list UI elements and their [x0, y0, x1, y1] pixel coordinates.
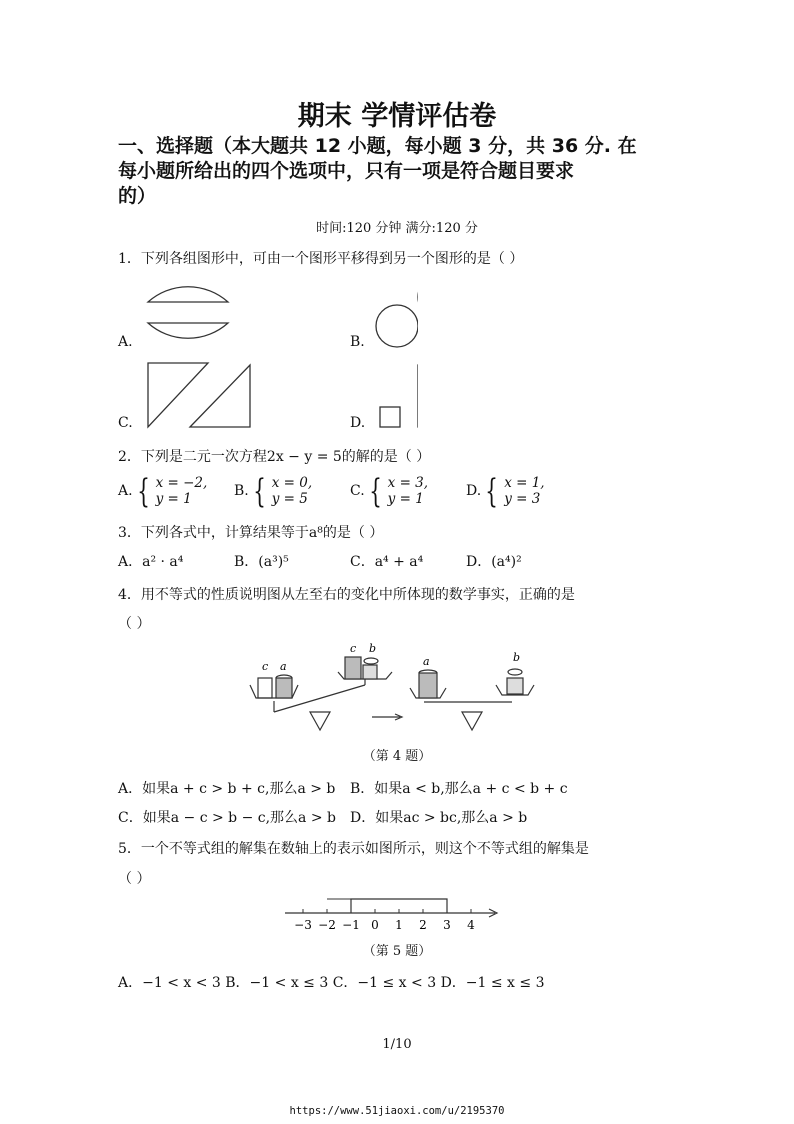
- q4-option-a: A．如果a + c > b + c,那么a > b: [118, 781, 336, 797]
- q1-b-circle-1: [376, 305, 418, 347]
- q1-option-d: D.: [350, 415, 366, 431]
- q2-option-b: [234, 471, 313, 510]
- time-info: 时间:120 分钟 满分:120 分: [316, 221, 478, 236]
- tick-label: 1: [395, 918, 403, 932]
- q5-options: A．−1 < x < 3 B．−1 < x ≤ 3 C．−1 ≤ x < 3 D．−1 ≤ x ≤ 3: [118, 975, 545, 991]
- q2-b-label: B.: [234, 483, 249, 499]
- box-c-left: [258, 678, 272, 698]
- q2-c-eq2: y = 1: [387, 491, 424, 507]
- q1-figures: [118, 270, 418, 440]
- brace-glyph: {: [368, 471, 382, 510]
- tick-label: 3: [443, 918, 451, 932]
- tick-label: −1: [342, 918, 360, 932]
- section-line-3: 的）: [118, 185, 157, 207]
- cylinder-b-top: [364, 658, 378, 664]
- page-title: 期末 学情评估卷: [297, 101, 497, 132]
- section-line-2: 每小题所给出的四个选项中，只有一项是符合题目要求: [118, 160, 575, 182]
- section-line-1: 一、选择题（本大题共 12 小题，每小题 3 分，共 36 分. 在: [118, 135, 637, 157]
- q5-caption: （第 5 题）: [362, 944, 432, 959]
- q4-option-d: D．如果ac > bc,那么a > b: [350, 810, 528, 826]
- cylinder-a-right: [419, 673, 437, 698]
- footer-url[interactable]: https://www.51jiaoxi.com/u/2195370: [289, 1105, 505, 1117]
- solution-bracket-lower: [324, 902, 470, 913]
- tick-label: 2: [419, 918, 427, 932]
- tick-label: −2: [318, 918, 336, 932]
- q2-option-c: [350, 471, 429, 510]
- q1-a-segment-bottom: [148, 323, 228, 338]
- page-number: 1/10: [382, 1037, 412, 1052]
- section-heading: [118, 134, 678, 209]
- cylinder-a-left: [276, 678, 292, 698]
- q1-option-b: B.: [350, 334, 365, 350]
- brace-glyph: {: [136, 471, 150, 510]
- q2-stem: 2．下列是二元一次方程2x − y = 5的解的是（ ）: [118, 449, 431, 465]
- q2-b-eq2: y = 5: [271, 491, 308, 507]
- tick-label: 0: [371, 918, 379, 932]
- box-c-right: [345, 657, 361, 679]
- q2-b-eq1: x = 0,: [271, 475, 313, 491]
- q1-d-square-small: [380, 407, 400, 427]
- q2-c-label: C.: [350, 483, 365, 499]
- q1-option-c: C.: [118, 415, 133, 431]
- left-fulcrum: [310, 712, 330, 730]
- label-a-2: a: [423, 655, 430, 668]
- q4-balance-figure: [240, 640, 540, 740]
- q3-option-d: D．(a⁴)²: [466, 554, 522, 570]
- q5-stem-line2: （ ）: [118, 871, 151, 887]
- box-b-right-2: [507, 678, 523, 694]
- q4-caption: （第 4 题）: [362, 749, 432, 764]
- label-c-2: c: [350, 642, 357, 655]
- q2-d-eq1: x = 1,: [504, 475, 545, 491]
- q2-d-eq2: y = 3: [504, 491, 541, 507]
- q3-option-b: B．(a³)⁵: [234, 554, 289, 570]
- q3-option-c: C．a⁴ + a⁴: [350, 554, 424, 570]
- tick-label: −3: [294, 918, 312, 932]
- q1-option-a: A.: [118, 334, 133, 350]
- q2-a-label: A.: [118, 483, 133, 499]
- box-b-right: [363, 665, 377, 679]
- q2-c-eq1: x = 3,: [387, 475, 429, 491]
- q2-d-label: D.: [466, 483, 482, 499]
- label-c-1: c: [262, 660, 269, 673]
- label-b-1: b: [369, 642, 377, 655]
- brace-glyph: {: [252, 471, 266, 510]
- q3-stem: 3．下列各式中，计算结果等于a⁸的是（ ）: [118, 525, 384, 541]
- tick-label: 4: [467, 918, 475, 932]
- q4-stem-line2: （ ）: [118, 616, 151, 632]
- right-fulcrum: [462, 712, 482, 730]
- label-a-1: a: [280, 660, 287, 673]
- q2-a-eq1: x = −2,: [155, 475, 208, 491]
- q4-stem-line1: 4．用不等式的性质说明图从左至右的变化中所体现的数学事实，正确的是: [118, 587, 575, 603]
- q2-option-d: [466, 471, 545, 510]
- cylinder-b-right-top: [508, 669, 522, 675]
- q4-option-b: B．如果a < b,那么a + c < b + c: [350, 781, 568, 797]
- tick-group: [294, 899, 475, 932]
- brace-glyph: {: [485, 471, 498, 510]
- q1-a-segment-top: [148, 287, 228, 302]
- q3-option-a: A．a² · a⁴: [118, 554, 184, 570]
- q5-stem-line1: 5．一个不等式组的解集在数轴上的表示如图所示，则这个不等式组的解集是: [118, 841, 589, 857]
- label-b-2: b: [513, 651, 521, 664]
- q4-option-c: C．如果a − c > b − c,那么a > b: [118, 810, 336, 826]
- q1-stem: 1．下列各组图形中，可由一个图形平移得到另一个图形的是（ ）: [118, 251, 524, 267]
- q1-c-triangle-2: [190, 365, 250, 427]
- q2-option-a: [118, 471, 208, 510]
- q5-number-line: [280, 893, 510, 938]
- q2-a-eq2: y = 1: [155, 491, 192, 507]
